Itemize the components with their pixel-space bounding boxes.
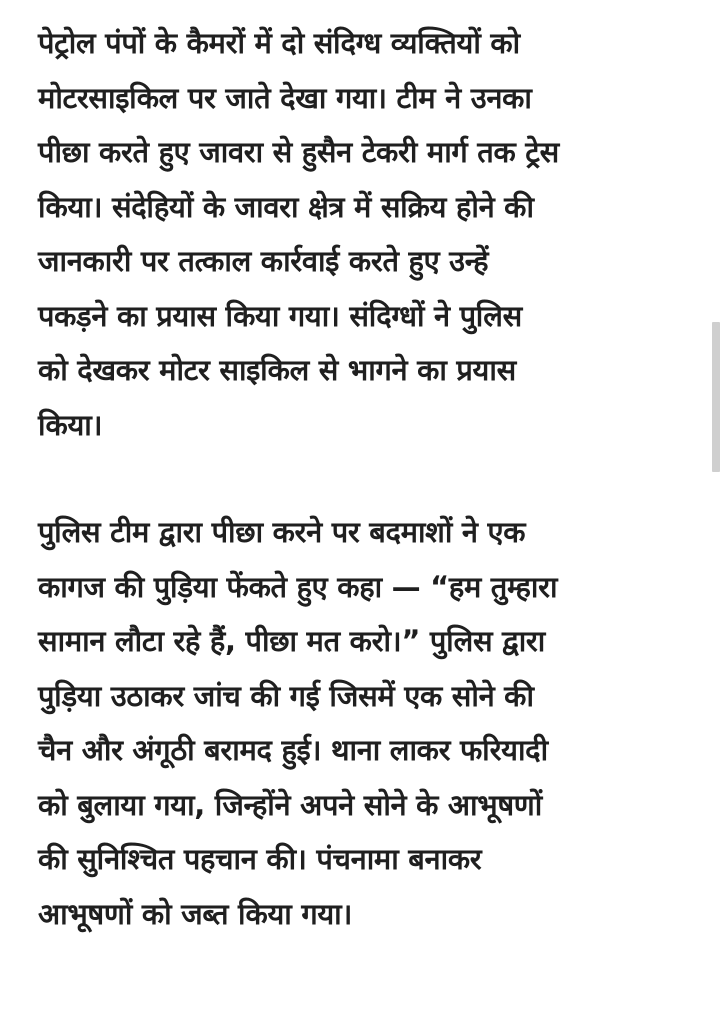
article-paragraph: पुलिस टीम द्वारा पीछा करने पर बदमाशों ने एक कागज की पुड़िया फेंकते हुए कहा — “हम तुम्हारा सामान लौटा रहे हैं, पीछा मत करो।” पुलिस द्वारा पुड़िया उठाकर जांच की गई जिसमें एक सोने की चैन और अंगूठी बरामद हुई। थाना लाकर फरियादी को बुलाया गया, जिन्होंने अपने सोने के आभूषणों की सुनिश्चित पहचान की। पंचनामा बनाकर आभूषणों को जब्त किया गया। xyxy=(38,515,558,931)
scrollbar[interactable] xyxy=(710,322,720,472)
article-paragraph: पेट्रोल पंपों के कैमरों में दो संदिग्ध व्यक्तियों को मोटरसाइकिल पर जाते देखा गया। टीम ने उनका पीछा करते हुए जावरा से हुसैन टेकरी मार्ग तक ट्रेस किया। संदेहियों के जावरा क्षेत्र में सक्रिय होने की जानकारी पर तत्काल कार्रवाई करते हुए उन्हें पकड़ने का प्रयास किया गया। संदिग्धों ने पुलिस को देखकर मोटर साइकिल से भागने का प्रयास किया। xyxy=(38,26,559,442)
scrollbar-thumb[interactable] xyxy=(712,322,720,472)
article-body xyxy=(38,16,684,941)
